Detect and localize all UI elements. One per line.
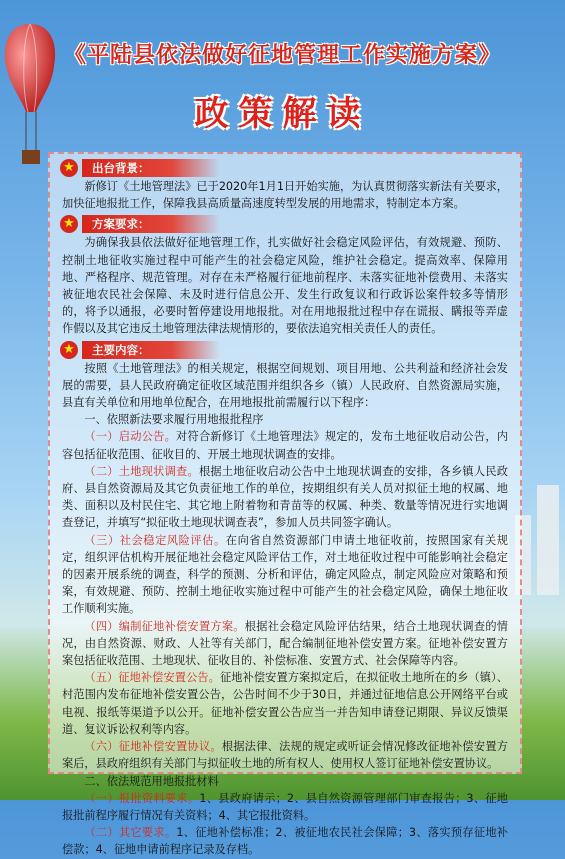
item-label: （二）土地现状调查。 — [84, 464, 199, 478]
page-subtitle: 政策解读 — [194, 94, 371, 134]
list-item — [62, 824, 508, 858]
list-item — [62, 463, 508, 532]
paragraph: 为确保我县依法做好征地管理工作，扎实做好社会稳定风险评估，有效规避、预防、控制土地征收实施过程中可能产生的社会稳定风险，维护社会稳定。提高效率、保障用地、严格程序、规范管理。对存在未严格履行征地前程序、未落实征地补偿费用、未落实被征地农民社会保障、未及时进行信息公开、发生行政复议和行政诉讼案件较多等情形的，将予以通报，必要时暂停建设用地报批。对在用地报批过程中存在谎报、瞒报等弄虚作假以及其它违反土地管理法律法规情形的，要依法追究相关责任人的责任。 — [62, 236, 508, 336]
item-text: 1、县政府请示；2、县自然资源管理部门审查报告；3、征地报批前程序履行情况有关资料；4、其它报批资料。 — [62, 791, 508, 822]
section-header — [60, 214, 508, 234]
item-text: 在向省自然资源部门申请土地征收前，按照国家有关规定，组织评估机构开展征地社会稳定风险评估工作，对土地征收过程中可能影响社会稳定的因素开展系统的调查，科学的预测、分析和评估，确定风险点，制定风险应对策略和预案，有效规避、预防、控制土地征收实施过程中可能产生的社会稳定风险，确保土地征收工作顺利实施。 — [62, 533, 508, 616]
building-silhouette — [537, 485, 559, 595]
item-text: 1、征地补偿标准；2、被征地农民社会保障；3、落实预存征地补偿款；4、征地申请前程序记录及存档。 — [62, 826, 508, 857]
list-item — [62, 790, 508, 824]
page-title: 《平陆县依法做好征地管理工作实施方案》 — [63, 43, 501, 68]
item-text: 根据社会稳定风险评估结果，结合土地现状调查的情况，由自然资源、财政、人社等有关部门，配合编制征地补偿安置方案。征地补偿安置方案包括征收范围、土地现状、征收目的、补偿标准、安置方式、社会保障等内容。 — [62, 619, 508, 668]
item-label: （一）报批资料要求。 — [84, 791, 200, 805]
section-header — [60, 158, 508, 178]
section-label: 方案要求： — [82, 215, 220, 233]
list-item — [62, 738, 508, 772]
item-text: 征地补偿安置方案拟定后，在拟征收土地所在的乡（镇）、村范围内发布征地补偿安置公告，公告时间不少于30日，并通过征地信息公开网络平台或电视、报纸等渠道予以公开。征地补偿安置公告应当一并告知申请登记期限、异议反馈渠道、复议诉讼权利等内容。 — [62, 671, 508, 736]
part-title: 一、依照新法要求履行用地报批程序 — [84, 413, 264, 427]
item-text: 根据法律、法规的规定或听证会情况修改征地补偿安置方案后，县政府组织有关部门与拟征收土地的所有权人、使用权人签订征地补偿安置协议。 — [62, 740, 508, 771]
list-item — [62, 428, 508, 462]
section-label: 出台背景： — [82, 159, 220, 177]
content-panel — [48, 152, 522, 857]
item-label: （一）启动公告。 — [84, 430, 177, 444]
item-text: 根据土地征收启动公告中土地现状调查的安排，各乡镇人民政府、县自然资源局及其它负责征地工作的单位，按期组织有关人员对拟征土地的权属、地类、面积以及村民住宅、其它地上附着物和青苗等的权属、种类、数量等情况进行实地调查登记，并填写“拟征收土地现状调查表”，参加人员共同签字确认。 — [62, 464, 508, 530]
item-label: （三）社会稳定风险评估。 — [84, 533, 226, 547]
list-item — [62, 669, 508, 738]
item-label: （二）其它要求。 — [84, 826, 177, 840]
section-label: 主要内容： — [82, 341, 220, 359]
section-header — [60, 340, 508, 360]
star-icon: ★ — [60, 215, 78, 233]
paragraph: 按照《土地管理法》的相关规定，根据空间规划、项目用地、公共利益和经济社会发展的需要，县人民政府确定征收区域范围并组织各乡（镇）人民政府、自然资源局实施，县直有关单位和用地单位配合，在用地报批前需履行以下程序： — [62, 361, 508, 410]
part-title: 二、依法规范用地报批材料 — [84, 774, 219, 788]
star-icon: ★ — [60, 159, 78, 177]
paragraph: 新修订《土地管理法》已于2020年1月1日开始实施，为认真贯彻落实新法有关要求，加快征地报批工作，保障我县高质量高速度转型发展的用地需求，特制定本方案。 — [62, 180, 508, 211]
list-item — [62, 532, 508, 618]
star-icon: ★ — [60, 341, 78, 359]
item-text: 对符合新修订《土地管理法》规定的，发布土地征收启动公告，内容包括征收范围、征收目的、开展土地现状调查的安排。 — [62, 430, 508, 461]
item-label: （四）编制征地补偿安置方案。 — [84, 619, 245, 633]
item-label: （五）征地补偿安置公告。 — [84, 671, 220, 685]
item-label: （六）征地补偿安置协议。 — [84, 740, 222, 754]
list-item — [62, 618, 508, 670]
